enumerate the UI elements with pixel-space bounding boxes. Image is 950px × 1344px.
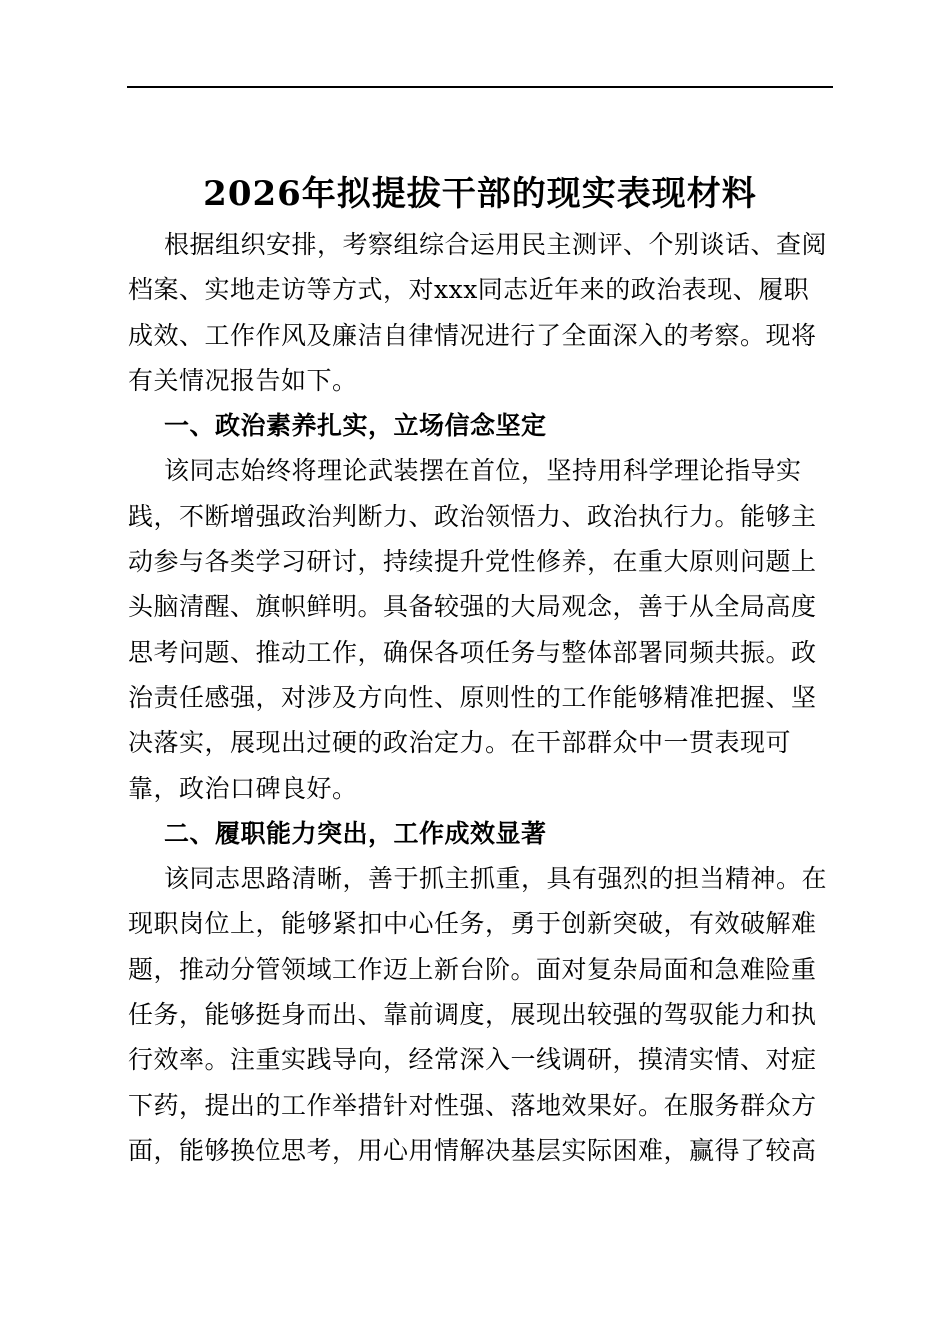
section-1-paragraph-line: 践，不断增强政治判断力、政治领悟力、政治执行力。能够主 [128, 501, 817, 531]
intro-paragraph-line: 档案、实地走访等方式，对xxx同志近年来的政治表现、履职 [128, 275, 810, 305]
section-2-paragraph-line: 行效率。注重实践导向，经常深入一线调研，摸清实情、对症 [128, 1045, 817, 1075]
section-2-paragraph-line: 题，推动分管领域工作迈上新台阶。面对复杂局面和急难险重 [128, 954, 817, 984]
section-heading-1: 一、政治素养扎实，立场信念坚定 [164, 411, 547, 441]
section-1-paragraph-line: 决落实，展现出过硬的政治定力。在干部群众中一贯表现可 [128, 728, 792, 758]
section-heading-2: 二、履职能力突出，工作成效显著 [164, 818, 547, 848]
document-body [128, 222, 834, 1173]
document-title: 2026年拟提拔干部的现实表现材料 [203, 174, 757, 214]
section-1-paragraph-line: 该同志始终将理论武装摆在首位，坚持用科学理论指导实 [164, 456, 802, 486]
section-2-paragraph-line: 下药，提出的工作举措针对性强、落地效果好。在服务群众方 [128, 1090, 817, 1120]
section-2-paragraph-line: 现职岗位上，能够紧扣中心任务，勇于创新突破，有效破解难 [128, 909, 817, 939]
section-1-paragraph-line: 动参与各类学习研讨，持续提升党性修养，在重大原则问题上 [128, 547, 817, 577]
intro-paragraph-line: 成效、工作作风及廉洁自律情况进行了全面深入的考察。现将 [128, 320, 817, 350]
intro-paragraph-line: 根据组织安排，考察组综合运用民主测评、个别谈话、查阅 [164, 230, 828, 259]
section-1-paragraph-line: 治责任感强，对涉及方向性、原则性的工作能够精准把握、坚 [128, 682, 817, 712]
intro-paragraph-line: 有关情况报告如下。 [128, 365, 358, 395]
section-2-paragraph-line: 该同志思路清晰，善于抓主抓重，具有强烈的担当精神。在 [164, 864, 828, 894]
section-1-paragraph-line: 头脑清醒、旗帜鲜明。具备较强的大局观念，善于从全局高度 [128, 592, 817, 622]
section-2-paragraph-line: 任务，能够挺身而出、靠前调度，展现出较强的驾驭能力和执 [128, 1000, 817, 1030]
section-1-paragraph-line: 靠，政治口碑良好。 [128, 773, 358, 803]
section-1-paragraph-line: 思考问题、推动工作，确保各项任务与整体部署同频共振。政 [128, 637, 817, 667]
section-2-paragraph-line: 面，能够换位思考，用心用情解决基层实际困难，赢得了较高 [128, 1135, 817, 1165]
header-rule [127, 86, 833, 88]
